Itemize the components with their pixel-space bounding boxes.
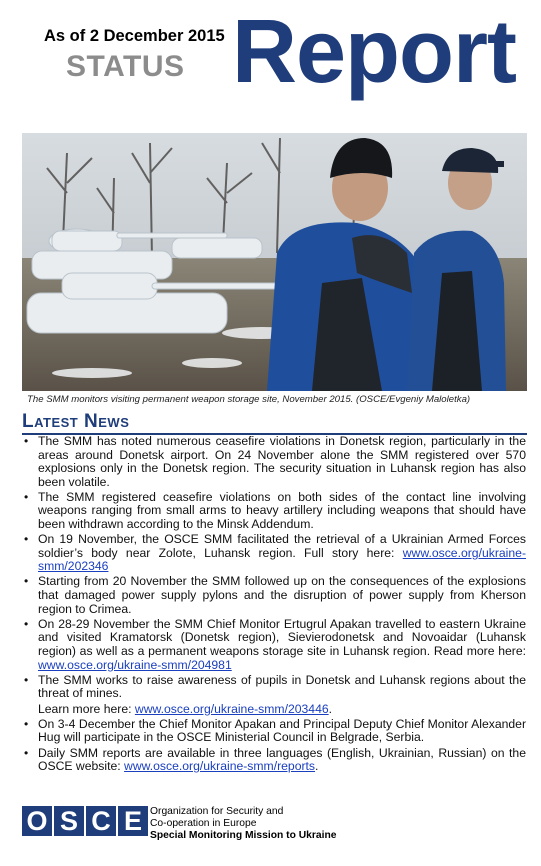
- news-text: On 3-4 December the Chief Monitor Apakan and Principal Deputy Chief Monitor Alexander Hug will participate in the OSCE Ministerial Council in Belgrade, Serbia.: [38, 716, 526, 745]
- news-text: Daily SMM reports are available in three languages (English, Ukrainian, Russian) on the OSCE website:: [38, 745, 526, 774]
- news-text: The SMM works to raise awareness of pupils in Donetsk and Luhansk regions about the threat of mines.: [38, 672, 526, 701]
- status-label: STATUS: [66, 50, 185, 83]
- reports-link[interactable]: www.osce.org/ukraine-smm/reports: [124, 759, 316, 774]
- news-text: The SMM registered ceasefire violations on both sides of the contact line involving weapons ranging from small arms to heavy artillery including weapons that should have been withdrawn according to the Minsk Addendum.: [38, 489, 526, 532]
- learn-more-line: [38, 703, 526, 717]
- list-item: [20, 533, 526, 574]
- story-link[interactable]: www.osce.org/ukraine-smm/202346: [38, 545, 526, 574]
- news-list: [20, 435, 526, 775]
- trailing-period: .: [315, 759, 319, 774]
- news-text: On 28-29 November the SMM Chief Monitor Ertugrul Apakan travelled to eastern Ukraine and visited Kramatorsk (Donetsk region), Sievierodonetsk and Novoaidar (Luhansk region) as well as a permanent weapons storage site in Luhansk region. Read more here:: [38, 616, 526, 658]
- list-item: [20, 491, 526, 532]
- logo-letter: C: [86, 806, 116, 836]
- news-text: Starting from 20 November the SMM followed up on the consequences of the explosions that damaged power supply pylons and the disruption of power supply from Kherson region to Crimea.: [38, 574, 526, 616]
- latest-news-heading: Latest News: [22, 411, 130, 432]
- list-item: [20, 747, 526, 774]
- monitors-photo: [22, 133, 527, 391]
- report-date: As of 2 December 2015: [44, 27, 225, 45]
- logo-letter: E: [118, 806, 148, 836]
- list-item: [20, 575, 526, 616]
- news-text: On 19 November, the OSCE SMM facilitated the retrieval of a Ukrainian Armed Forces soldier’s body near Zolote, Luhansk region. Full story here:: [38, 532, 526, 560]
- list-item: [20, 674, 526, 717]
- list-item: [20, 618, 526, 672]
- logo-letter: O: [22, 806, 52, 836]
- trailing-period: .: [328, 701, 333, 716]
- org-line-2: Co-operation in Europe: [150, 818, 257, 829]
- footer: [22, 806, 527, 846]
- learn-more-label: Learn more here:: [38, 701, 135, 716]
- osce-logo: [22, 806, 148, 836]
- mission-name: Special Monitoring Mission to Ukraine: [150, 830, 337, 841]
- organization-name: [150, 806, 337, 842]
- story-link[interactable]: www.osce.org/ukraine-smm/203446: [134, 701, 329, 716]
- list-item: [20, 435, 526, 489]
- news-text: The SMM has noted numerous ceasefire violations in Donetsk region, particularly in the areas around Donetsk airport. On 24 November alone the SMM registered over 570 explosions only in the Donetsk region. The security situation in Luhansk region has also been volatile.: [38, 434, 526, 489]
- logo-letter: S: [54, 806, 84, 836]
- story-link[interactable]: www.osce.org/ukraine-smm/204981: [38, 657, 232, 672]
- report-title: Report: [232, 2, 516, 102]
- photo-caption: The SMM monitors visiting permanent weapon storage site, November 2015. (OSCE/Evgeniy Maloletka): [27, 394, 471, 405]
- org-line-1: Organization for Security and: [150, 806, 284, 817]
- list-item: [20, 718, 526, 745]
